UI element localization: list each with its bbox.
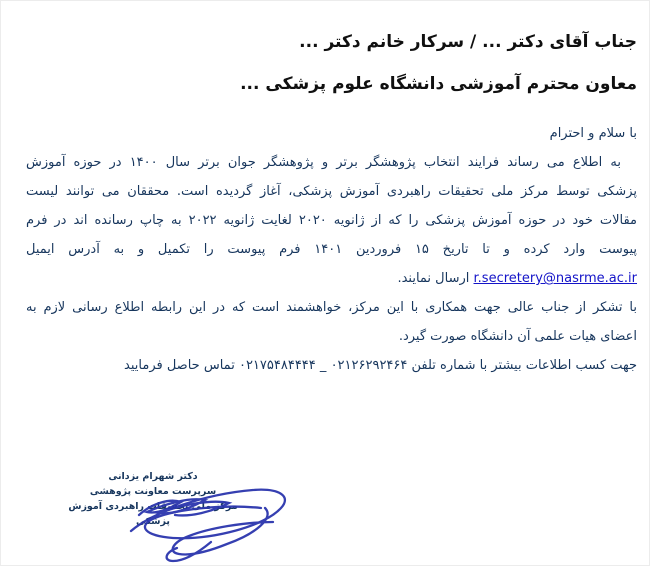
- body-line: به اطلاع می رساند فرایند انتخاب پژوهشگر برتر و پژوهشگر جوان برتر سال ۱۴۰۰ در حوزه آموزش: [26, 155, 621, 170]
- salutation: با سلام و احترام: [549, 126, 637, 141]
- phone-number-2: ۰۲۱۲۶۲۹۲۴۶۴: [330, 358, 408, 373]
- signer-title: سرپرست معاونت پژوهشی: [89, 486, 217, 497]
- email-link[interactable]: r.secretery@nasrme.ac.ir: [473, 271, 637, 286]
- body-line: مقالات خود در حوزه آموزش پزشکی را که از ژانویه ۲۰۲۰ لغایت ژانویه ۲۰۲۲ به چاپ رسانده اند در فرم: [26, 213, 638, 228]
- email-line-suffix: ارسال نمایند.: [397, 271, 470, 286]
- email-line: [26, 264, 637, 293]
- body-line: پزشکی توسط مرکز ملی تحقیقات راهبردی آموزش پزشکی، آغاز گردیده است. محققان می توانند لیست: [26, 184, 637, 199]
- letter-header: [25, 21, 637, 105]
- closing-line: اعضای هیات علمی آن دانشگاه صورت گیرد.: [398, 329, 637, 344]
- phone-separator: _: [319, 358, 327, 373]
- body-line: پیوست وارد کرده و تا تاریخ ۱۵ فروردین ۱۴۰۱ فرم پیوست را تکمیل و به آدرس ایمیل: [26, 242, 637, 257]
- signer-organization: مرکز ملی تحقیقات راهبردی آموزش پزشکی: [68, 501, 238, 527]
- letter-body: [26, 119, 637, 380]
- signer-name: دکتر شهرام یزدانی: [108, 471, 198, 482]
- contact-prefix: جهت کسب اطلاعات بیشتر با شماره تلفن: [411, 358, 637, 373]
- contact-suffix: تماس حاصل فرمایید: [124, 358, 235, 373]
- closing-line: با تشکر از جناب عالی جهت همکاری با این مرکز، خواهشمند است که در این رابطه اطلاع رسانی لازم به: [26, 300, 637, 315]
- signature-block: [63, 469, 243, 529]
- contact-line: [26, 351, 637, 380]
- phone-number-1: ۰۲۱۷۵۴۸۴۴۴۴: [238, 358, 316, 373]
- recipient-line: جناب آقای دکتر ... / سرکار خانم دکتر ...: [299, 32, 637, 52]
- recipient-title-line: معاون محترم آموزشی دانشگاه علوم پزشکی ...: [240, 74, 637, 94]
